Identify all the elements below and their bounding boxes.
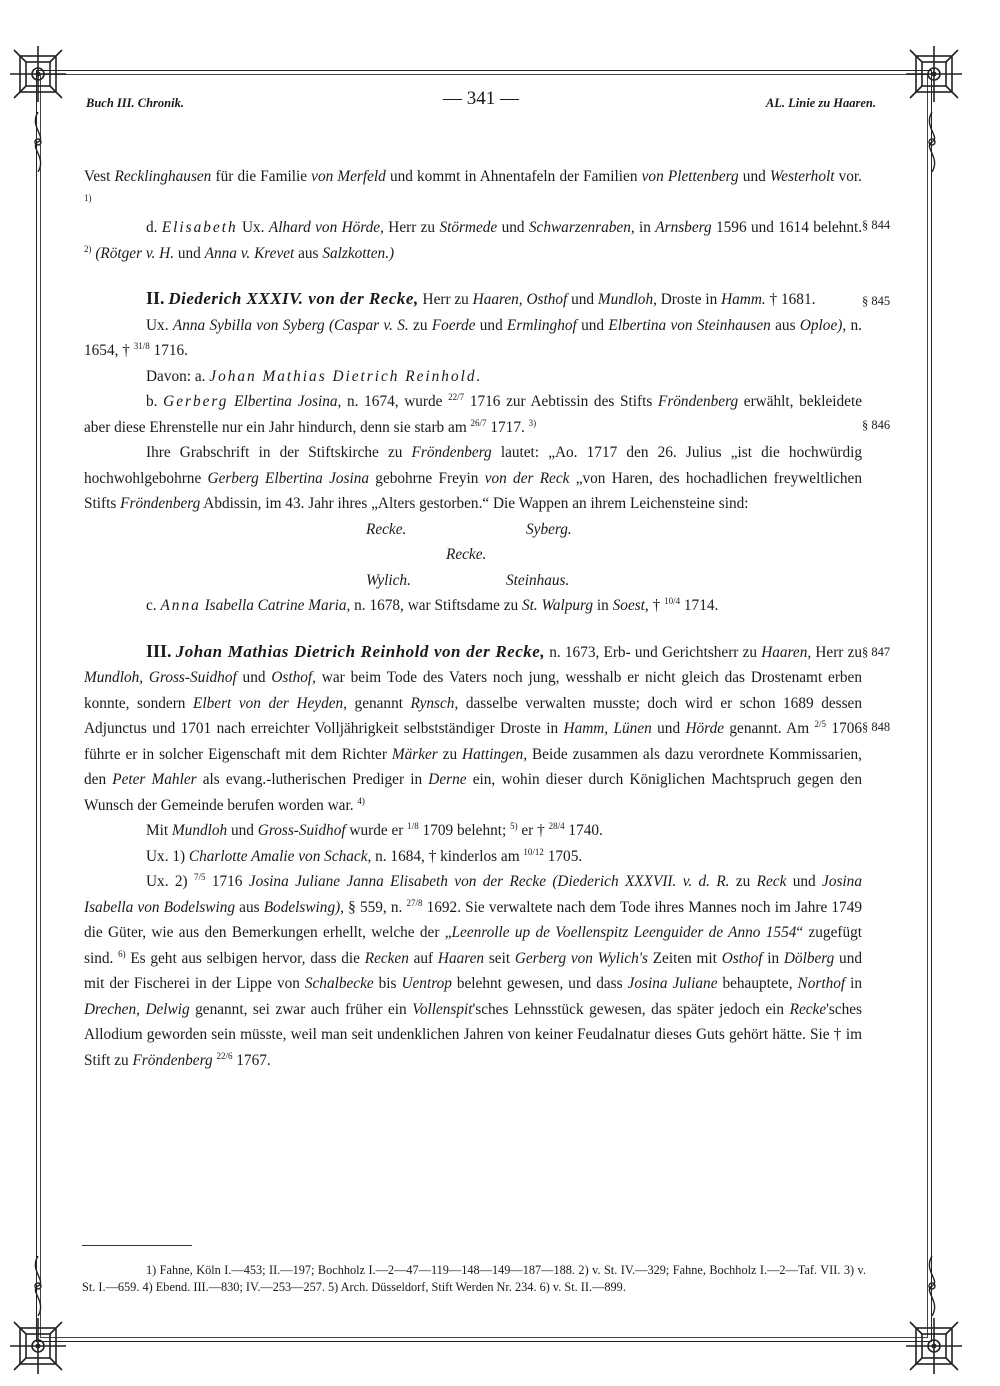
paragraph: Ux. 1) Charlotte Amalie von Schack, n. 1684, † kinderlos am $^{10/12}$ 1705. [146,846,583,865]
paragraph: d. Elisabeth Ux. Alhard von Hörde, Herr zu Störmede und Schwarzenraben, in Arnsberg 1596 und 1614 belehnt. $^{2)}$ (Rötger v. H. und Anna v. Krevet aus Salzkotten.) [84,219,863,262]
footnote-ref: 5) [510,820,518,831]
corner-ornament-icon [904,1316,964,1376]
margin-section-number: § 848 [862,720,891,734]
margin-section-number: § 844 [862,218,891,232]
footnote-ref: 4) [357,795,365,806]
margin-section-number: § 847 [862,645,891,659]
arms-label: Wylich. [366,571,411,589]
arms-label: Recke. [446,546,487,563]
coat-of-arms-row [84,568,862,594]
arms-label: Syberg. [526,520,572,538]
footnotes [82,1262,866,1295]
header-book-chapter: Buch III. Chronik. [86,96,184,110]
footnote-ref: 1) [84,192,92,203]
paragraph: Davon: a. Johan Mathias Dietrich Reinhold. [146,367,483,385]
section-heading-iii: III. Johan Mathias Dietrich Reinhold von der Recke, n. 1673, Erb- und Gerichtsherr zu Haaren, Herr zu Mundloh, Gross-Suidhof und Osthof, war beim Tode des Vaters noch jung, wesshalb er nicht gleich das Drostenamt erben konnte, sondern Elbert von der Heyden, genannt Rynsch, dasselbe verwalten musste; doch wird er schon 1689 dessen Adjunctus und 1701 nach erreichter Volljährigkeit selbstständiger Droste in Hamm, Lünen und Hörde genannt. Am $^{2/5}$ 1706 führte er in solcher Eigenschaft mit dem Richter Märker zu Hattingen, Beide zusammen als dazu verordnete Kommissarien, den Peter Mahler als evang.-lutherischen Prediger in Derne ein, wohin dieser durch Königlichen Machtspruch gegen den Wunsch der Gemeinde berufen worden war. $^{4)}$ [84,640,863,814]
corner-ornament-icon [904,44,964,104]
footnote-ref: 3) [528,417,537,428]
corner-ornament-icon [8,1316,68,1376]
margin-section-number: § 846 [862,418,891,432]
paragraph: Vest Recklinghausen für die Familie von Merfeld und kommt in Ahnentafeln der Familien von Plettenberg und Westerholt vor. $^{1)}$ [84,168,862,203]
coat-of-arms-row [84,542,862,568]
paragraph: Mit Mundloh und Gross-Suidhof wurde er $^{1/8}$ 1709 belehnt; $^{5)}$ er † $^{28/4}$ 1740. [146,820,603,839]
side-ornament-icon [921,112,943,172]
coat-of-arms-row [84,517,862,543]
running-header [86,88,876,118]
footnote-ref: 6) [118,948,126,959]
page-number: — 341 — [443,88,519,109]
paragraph: Ihre Grabschrift in der Stiftskirche zu Fröndenberg lautet: „Ao. 1717 den 26. Julius „ist die hochwürdig hochwohlgebohrne Gerberg Elbertina Josina gebohrne Freyin von der Reck „von Haren, des hochadlichen freyweltlichen Stifts Fröndenberg Abdissin, im 43. Jahr ihres „Alters gestorben.“ Die Wappen an ihrem Leichensteine sind: [84,444,862,512]
footnote-rule [82,1245,192,1246]
section-heading-ii: II. Diederich XXXIV. von der Recke, Herr zu Haaren, Osthof und Mundloh, Droste in Hamm. † 1681. [146,288,816,308]
paragraph: Ux. 2) $^{7/5}$ 1716 Josina Juliane Janna Elisabeth von der Recke (Diederich XXXVII. v. d. R. zu Reck und Josina Isabella von Bodelswing aus Bodelswing), § 559, n. $^{27/8}$ 1692. Sie verwaltete nach dem Tode ihres Mannes noch im Jahre 1749 die Güter, wie aus den Bemerkungen erhellt, welche der „Leenrolle up de Voellenspitz Leenguider de Anno 1554“ zugefügt sind. $^{6)}$ Es geht aus selbigen hervor, dass die Recken auf Haaren seit Gerberg von Wylich's Zeiten mit Osthof in Dölberg und mit der Fischerei in der Lippe von Schalbecke bis Uentrop belehnt gewesen, und dass Josina Juliane behauptete, Northof in Drechen, Delwig genannt, sei zwar auch früher ein Vollenspit'sches Lehnsstück gewesen, das später jedoch ein Recke'sches Allodium geworden sein müsste, weil man seit undenklichen Jahren von keiner Feudalnatur dieses Guts gehört hätte. Sie † im Stift zu Fröndenberg $^{22/6}$ 1767. [84,871,863,1069]
corner-ornament-icon [8,44,68,104]
arms-label: Recke. [366,520,407,538]
header-lineage: AL. Linie zu Haaren. [765,96,876,110]
margin-section-number: § 845 [862,294,891,308]
footnote-text: 1) Fahne, Köln I.—453; II.—197; Bochholz I.—2—47—119—148—149—187—188. 2) v. St. IV.—329; Fahne, Bochholz I.—2—Taf. VII. 3) v. St. I.—659. 4) Ebend. III.—830; IV.—253—257. 5) Arch. Düsseldorf, Stift Werden Nr. 234. 6) v. St. II.—899. [82,1263,866,1294]
side-ornament-icon [921,1256,943,1316]
body-text [84,164,862,1073]
footnote-ref: 2) [84,243,92,254]
paragraph: Ux. Anna Sybilla von Syberg (Caspar v. S. zu Foerde und Ermlinghof und Elbertina von Steinhausen aus Oploe), n. 1654, † $^{31/8}$ 1716. [84,316,862,359]
side-ornament-icon [27,1256,49,1316]
arms-label: Steinhaus. [506,571,570,589]
paragraph: c. Anna Isabella Catrine Maria, n. 1678, war Stiftsdame zu St. Walpurg in Soest, † $^{10/4}$ 1714. [146,595,719,614]
side-ornament-icon [27,112,49,172]
paragraph: b. Gerberg Elbertina Josina, n. 1674, wurde $^{22/7}$ 1716 zur Aebtissin des Stifts Fröndenberg erwählt, bekleidete aber diese Ehrenstelle nur ein Jahr hindurch, denn sie starb am $^{26/7}$ 1717. $^{3)}$ [84,391,863,436]
